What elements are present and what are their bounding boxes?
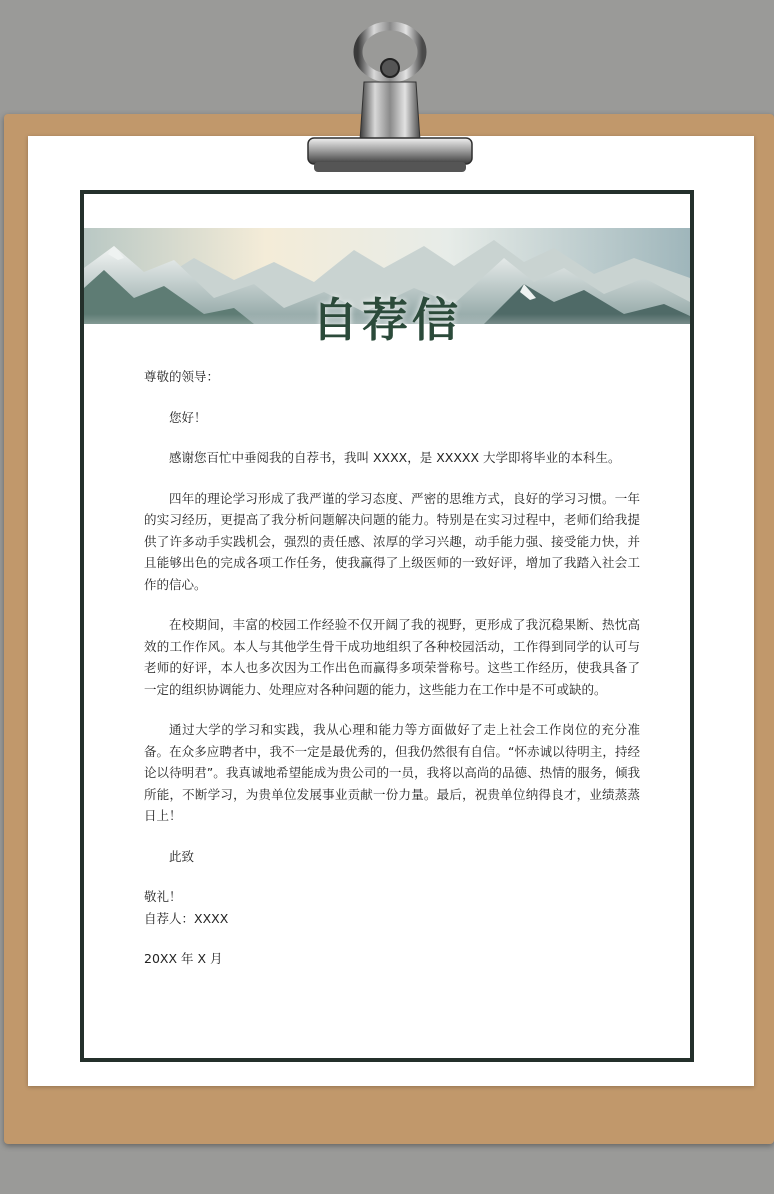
signer: 自荐人：XXXX	[144, 910, 229, 926]
greeting: 您好！	[169, 409, 207, 425]
date: 20XX 年 X 月	[144, 951, 223, 966]
paragraph-campus: 在校期间，丰富的校园工作经验不仅开阔了我的视野，更形成了我沉稳果断、热忱高效的工作作风。本人与其他学生骨干成功地组织了各种校园活动，工作得到同学的认可与老师的好评，本人也多次因为工作出色而赢得多项荣誉称号。这些工作经历，使我具备了一定的组织协调能力、处理应对各种问题的能力，这些能力在工作中是不可或缺的。	[144, 617, 640, 697]
paragraph-intro: 感谢您百忙中垂阅我的自荐书，我叫 XXXX，是 XXXXX 大学即将毕业的本科生。	[169, 450, 621, 465]
paragraph-study: 四年的理论学习形成了我严谨的学习态度、严密的思维方式，良好的学习习惯。一年的实习经历，更提高了我分析问题解决问题的能力。特别是在实习过程中，老师们给我提供了许多动手实践机会，强烈的责任感、浓厚的学习兴趣，动手能力强、接受能力快，并且能够出色的完成各项工作任务，使我赢得了上级医师的一致好评，增加了我踏入社会工作的信心。	[144, 490, 640, 592]
letter-body	[144, 366, 640, 989]
salutation: 尊敬的领导：	[144, 369, 220, 384]
closing-regards: 敬礼！	[144, 889, 182, 904]
letter-frame	[80, 190, 694, 1062]
binder-clip-icon	[300, 22, 480, 182]
mountain-banner	[84, 228, 690, 358]
page-title: 自荐信	[312, 293, 462, 347]
closing-phrase: 此致	[169, 848, 195, 864]
paragraph-conclusion: 通过大学的学习和实践，我从心理和能力等方面做好了走上社会工作岗位的充分准备。在众多应聘者中，我不一定是最优秀的，但我仍然很有自信。“怀赤诚以待明主，持经论以待明君”。我真诚地希望能成为贵公司的一员，我将以高尚的品德、热情的服务，倾我所能，不断学习，为贵单位发展事业贡献一份力量。最后，祝贵单位纳得良才，业绩蒸蒸日上！	[144, 722, 640, 823]
